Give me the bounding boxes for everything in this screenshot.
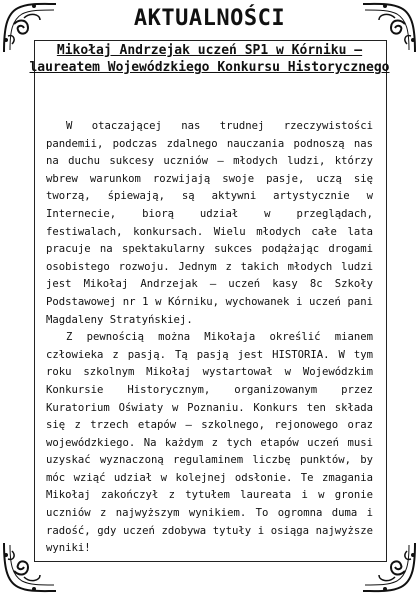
- page-title: AKTUALNOŚCI: [133, 6, 286, 31]
- article-paragraph: Z pewnością można Mikołaja określić mianem człowieka z pasją. Tą pasją jest HISTORIA. W tym roku szkolnym Mikołaj wystartował w Wojewódzkim Konkursie Historycznym, organizowanym przez Kuratorium Oświaty w Poznaniu. Konkurs ten składa się z trzech etapów – szkolnego, rejonowego oraz wojewódzkiego. Na każdym z tych etapów uczeń musi uzyskać wyznaczoną regulaminem liczbę punktów, by móc wziąć udział w kolejnej odsłonie. Te zmagania Mikołaj zakończył z tytułem laureata i w gronie uczniów z najwyższym wynikiem. To ogromna duma i radość, gdy uczeń zdobywa tytuły i osiąga najwyższe wyniki!: [46, 331, 373, 555]
- article-body: [46, 118, 373, 558]
- article-headline: Mikołaj Andrzejak uczeń SP1 w Kórniku – laureatem Wojewódzkiego Konkursu Historycznego: [29, 43, 390, 75]
- article-paragraph: W otaczającej nas trudnej rzeczywistości pandemii, podczas zdalnego nauczania podnoszą nas na duchu sukcesy uczniów – młodych ludzi, którzy wbrew warunkom rozwijają swoje pasje, uczą się tworzą, śpiewają, są aktywni artystycznie w Internecie, biorą udział w przeglądach, festiwalach, konkursach. Wielu młodych całe lata pracuje na spektakularny sukces podążając drogami osobistego rozwoju. Jednym z takich młodych ludzi jest Mikołaj Andrzejak – uczeń kasy 8c Szkoły Podstawowej nr 1 w Kórniku, wychowanek i uczeń pani Magdaleny Stratyńskiej.: [46, 120, 373, 326]
